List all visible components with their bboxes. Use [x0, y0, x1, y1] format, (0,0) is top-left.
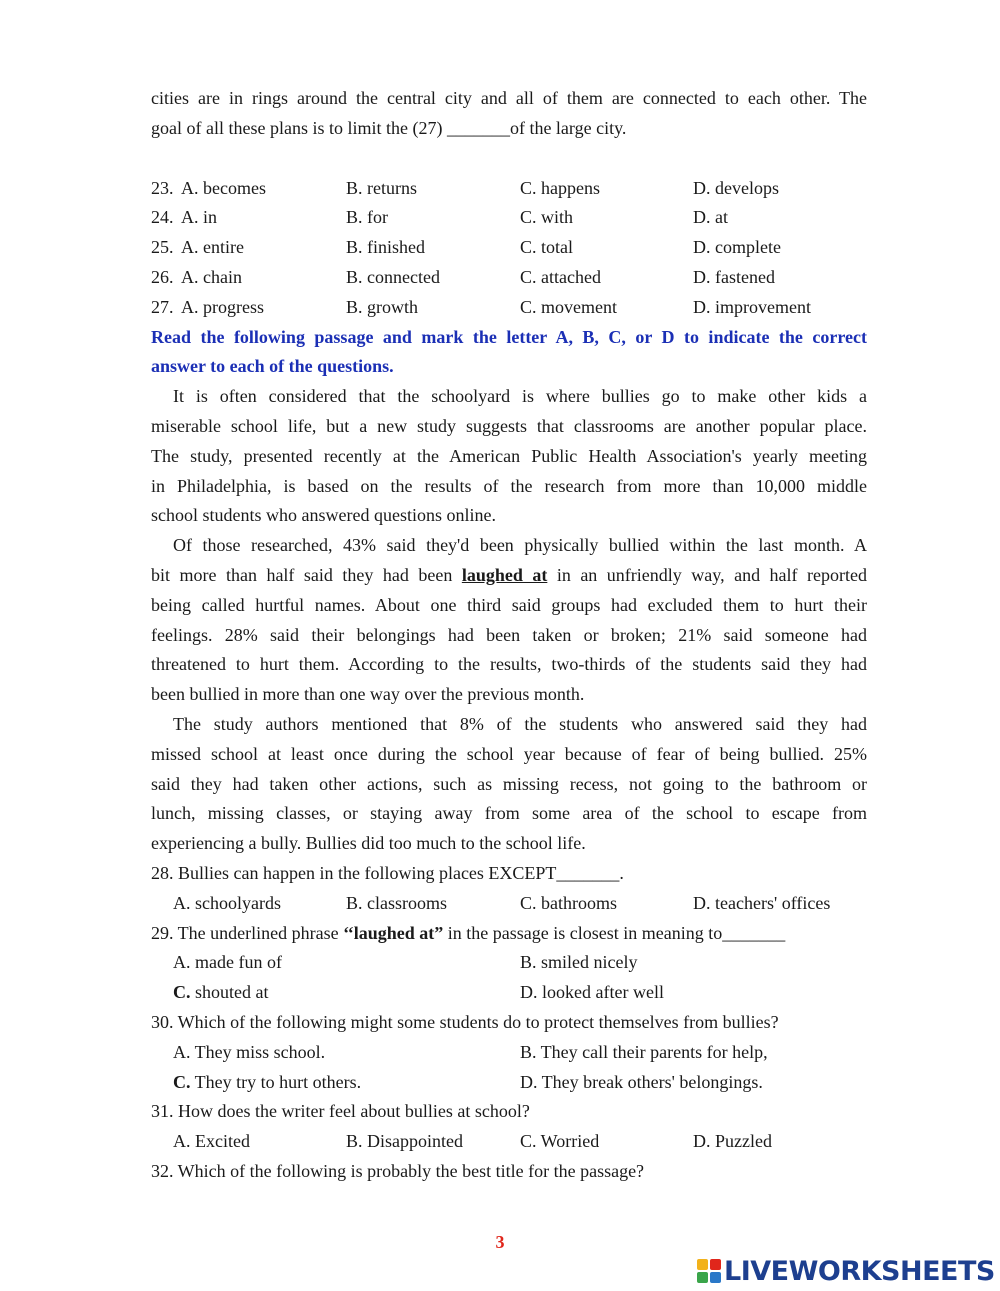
passage-line: threatened to hurt them. According to the results, two-thirds of the students said they had [151, 654, 867, 675]
question-32-stem: 32. Which of the following is probably the best title for the passage? [151, 1160, 645, 1181]
passage-line: in Philadelphia, is based on the results of the research from more than 10,000 middle [151, 475, 867, 496]
question-29-options-cd [151, 978, 867, 1008]
question-number: 26. [151, 266, 174, 287]
option-b[interactable]: B. for [346, 207, 388, 228]
question-29-options-ab [151, 948, 867, 978]
passage-line: feelings. 28% said their belongings had been taken or broken; 21% said someone had [151, 624, 867, 645]
option-b[interactable]: B. returns [346, 177, 417, 198]
question-31-options [151, 1127, 867, 1157]
option-c[interactable]: C. movement [520, 296, 617, 317]
option-b[interactable]: B. connected [346, 266, 440, 287]
instruction-line-2: answer to each of the questions. [151, 356, 394, 377]
passage-line: missed school at least once during the school year because of fear of being bullied. 25% [151, 743, 867, 764]
stem-text: in the passage is closest in meaning to_______ [443, 922, 786, 943]
option-text: They try to hurt others. [190, 1071, 362, 1092]
option-d[interactable]: D. complete [693, 237, 781, 258]
option-d[interactable]: D. develops [693, 177, 779, 198]
option-c[interactable] [173, 978, 269, 1008]
option-c[interactable]: C. total [520, 237, 573, 258]
passage-line: school students who answered questions online. [151, 505, 496, 526]
option-b[interactable]: B. Disappointed [346, 1131, 463, 1152]
liveworksheets-logo [697, 1255, 995, 1287]
underlined-phrase: laughed at [461, 564, 548, 585]
passage-line-with-underline [151, 561, 867, 591]
intro-line-1: cities are in rings around the central city and all of them are connected to each other. The [151, 88, 867, 108]
question-28-stem: 28. Bullies can happen in the following places EXCEPT_______. [151, 862, 624, 883]
question-25-row [151, 233, 867, 263]
option-a[interactable]: A. Excited [173, 1131, 250, 1152]
option-a[interactable]: A. They miss school. [173, 1041, 326, 1062]
option-letter: C. [173, 982, 191, 1003]
logo-text: LIVEWORKSHEETS [724, 1255, 995, 1287]
worksheet-page [151, 84, 867, 1187]
option-a[interactable]: A. made fun of [173, 952, 282, 973]
question-24-row [151, 203, 867, 233]
question-31-stem: 31. How does the writer feel about bullies at school? [151, 1101, 530, 1122]
stem-text: 29. The underlined phrase [151, 922, 344, 943]
question-number: 27. [151, 296, 174, 317]
option-c[interactable]: C. with [520, 207, 574, 228]
passage-text: bit more than half said they had been [151, 564, 462, 585]
question-27-row [151, 293, 867, 323]
question-28-options [151, 889, 867, 919]
question-number: 25. [151, 237, 174, 258]
option-d[interactable]: D. Puzzled [693, 1131, 772, 1152]
passage-line: The study authors mentioned that 8% of the students who answered said they had [173, 713, 867, 734]
logo-icon [697, 1259, 721, 1283]
passage-line: said they had taken other actions, such as missing recess, not going to the bathroom or [151, 773, 867, 794]
option-d[interactable]: D. at [693, 207, 728, 228]
question-23-row [151, 174, 867, 204]
question-26-row [151, 263, 867, 293]
option-a[interactable]: A. entire [181, 237, 244, 258]
option-text: shouted at [190, 982, 269, 1003]
option-c[interactable]: C. happens [520, 177, 600, 198]
intro-line-2: goal of all these plans is to limit the (27) _______of the large city. [151, 117, 627, 138]
passage-line: It is often considered that the schoolyard is where bullies go to make other kids a [173, 386, 867, 407]
option-a[interactable]: A. becomes [181, 177, 266, 198]
option-b[interactable]: B. classrooms [346, 892, 447, 913]
question-number: 23. [151, 177, 174, 198]
option-c[interactable]: C. attached [520, 266, 601, 287]
quoted-phrase: ‘‘laughed at” [343, 922, 444, 943]
option-a[interactable]: A. in [181, 207, 217, 228]
page-number: 3 [495, 1232, 505, 1252]
passage-line: lunch, missing classes, or staying away from some area of the school to escape from [151, 803, 867, 824]
option-c[interactable]: C. Worried [520, 1131, 600, 1152]
option-a[interactable]: A. schoolyards [173, 892, 281, 913]
question-number: 24. [151, 207, 174, 228]
option-c[interactable] [173, 1068, 361, 1098]
option-b[interactable]: B. growth [346, 296, 418, 317]
option-d[interactable]: D. improvement [693, 296, 811, 317]
option-c[interactable]: C. bathrooms [520, 892, 617, 913]
option-a[interactable]: A. chain [181, 266, 242, 287]
option-letter: C. [173, 1071, 191, 1092]
question-30-options-ab [151, 1038, 867, 1068]
passage-line: The study, presented recently at the American Public Health Association's yearly meeting [151, 445, 867, 466]
option-d[interactable]: D. teachers' offices [693, 892, 831, 913]
passage-line: been bullied in more than one way over the previous month. [151, 684, 585, 705]
passage-line: experiencing a bully. Bullies did too much to the school life. [151, 833, 586, 854]
option-b[interactable]: B. finished [346, 237, 425, 258]
instruction-line-1: Read the following passage and mark the letter A, B, C, or D to indicate the correct [151, 326, 867, 347]
option-d[interactable]: D. fastened [693, 266, 775, 287]
question-29-stem [151, 919, 867, 949]
option-b[interactable]: B. They call their parents for help, [520, 1041, 768, 1062]
option-a[interactable]: A. progress [181, 296, 264, 317]
passage-line: being called hurtful names. About one third said groups had excluded them to hurt their [151, 594, 867, 615]
option-d[interactable]: D. They break others' belongings. [520, 1071, 763, 1092]
passage-text: in an unfriendly way, and half reported [547, 564, 867, 585]
option-b[interactable]: B. smiled nicely [520, 952, 638, 973]
question-30-stem: 30. Which of the following might some students do to protect themselves from bullies? [151, 1011, 779, 1032]
question-30-options-cd [151, 1068, 867, 1098]
passage-line: Of those researched, 43% said they'd been physically bullied within the last month. A [173, 535, 867, 556]
option-d[interactable]: D. looked after well [520, 982, 664, 1003]
passage-line: miserable school life, but a new study suggests that classrooms are another popular place. [151, 415, 867, 436]
